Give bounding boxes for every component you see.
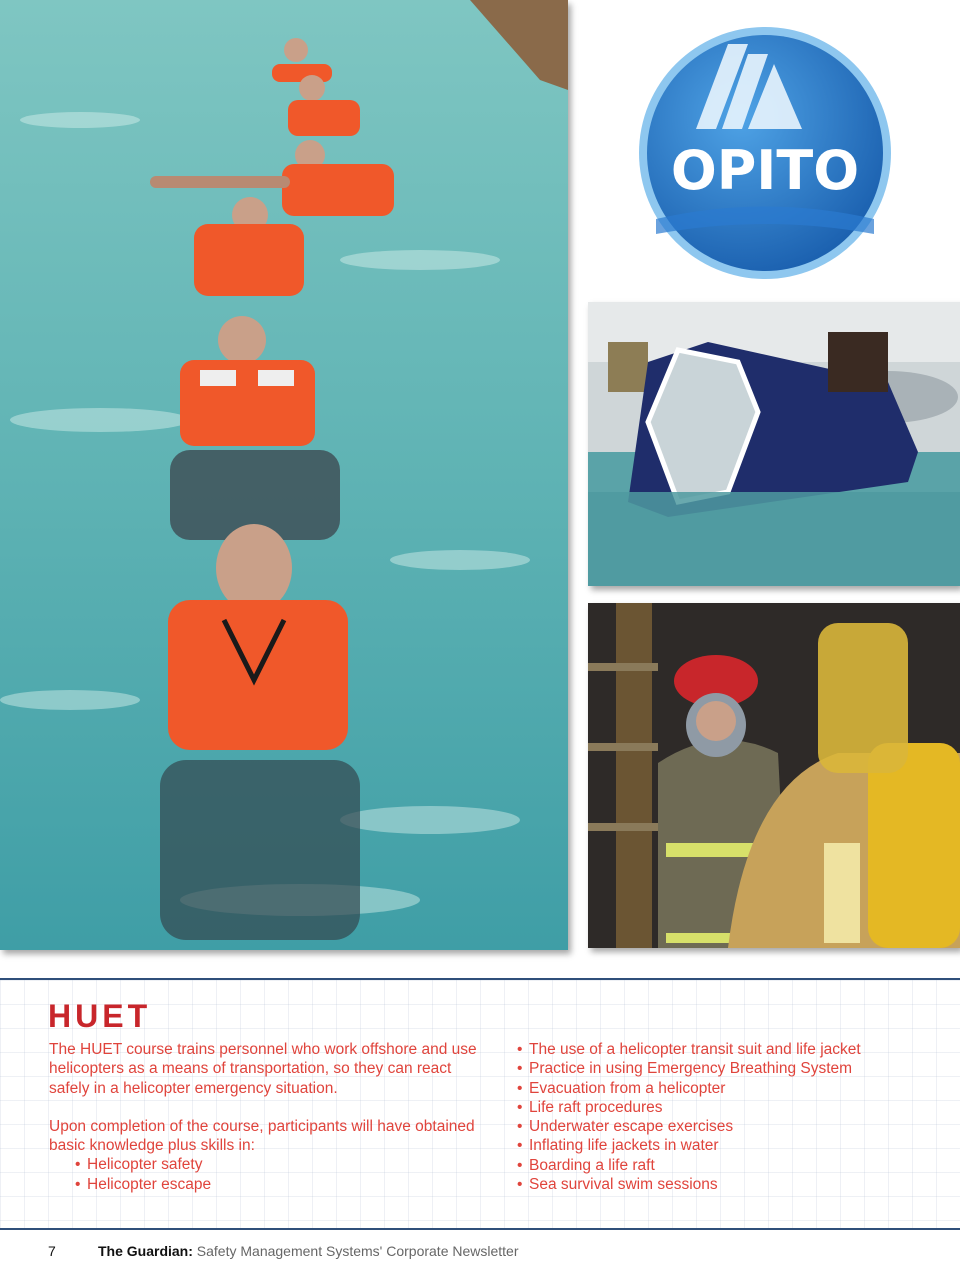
list-item-text: Life raft procedures [529,1098,663,1116]
opito-logo-icon [636,24,894,282]
huet-info-panel [0,978,960,1230]
bullet: • [517,1079,523,1097]
firefighter-image [588,603,960,948]
list-item [517,1079,937,1098]
bullet: • [75,1156,81,1174]
bullet: • [517,1137,523,1155]
bullet: • [517,1041,523,1058]
completion-paragraph: Upon completion of the course, participants will have obtained basic knowledge plus skills in: [49,1117,475,1155]
bullet: • [75,1175,81,1193]
publication-description: Safety Management Systems' Corporate Newsletter [196,1243,519,1259]
list-item [517,1156,937,1175]
list-item-text: Inflating life jackets in water [529,1137,719,1155]
list-item-text: Evacuation from a helicopter [529,1079,726,1097]
bullet: • [517,1156,523,1174]
page-footer [0,1236,960,1266]
pool-image [0,0,568,950]
bullet: • [517,1176,523,1194]
list-item [517,1136,937,1155]
list-item [75,1175,489,1194]
simulator-image [588,302,960,586]
bullet: • [517,1060,523,1078]
right-column [517,1040,937,1194]
publication-name: The Guardian: [98,1243,193,1259]
list-item-text: The use of a helicopter transit suit and life jacket [529,1041,861,1058]
list-item [517,1175,937,1194]
list-item [517,1059,937,1078]
list-item [517,1040,937,1059]
list-item-text: Underwater escape exercises [529,1118,734,1136]
list-item [517,1098,937,1117]
logo-text: OPITO [670,139,860,202]
list-item [517,1117,937,1136]
list-item [75,1155,489,1174]
intro-paragraph: The HUET course trains personnel who work offshore and use helicopters as a means of transportation, so they can react safely in a helicopter emergency situation. [49,1041,477,1097]
helicopter-simulator-photo [588,302,960,586]
left-column [49,1040,489,1194]
list-item-text: Boarding a life raft [529,1156,655,1174]
left-skill-list [49,1155,489,1194]
footer-publication-line [98,1243,519,1259]
pool-training-photo [0,0,568,950]
bullet: • [517,1098,523,1116]
list-item-text: Helicopter escape [87,1175,212,1193]
bullet: • [517,1118,523,1136]
article-title: HUET [48,998,152,1034]
page-number: 7 [48,1243,56,1259]
list-item-text: Practice in using Emergency Breathing System [529,1060,853,1078]
right-skill-list [517,1040,937,1194]
list-item-text: Sea survival swim sessions [529,1176,718,1194]
list-item-text: Helicopter safety [87,1156,203,1174]
firefighter-photo [588,603,960,948]
